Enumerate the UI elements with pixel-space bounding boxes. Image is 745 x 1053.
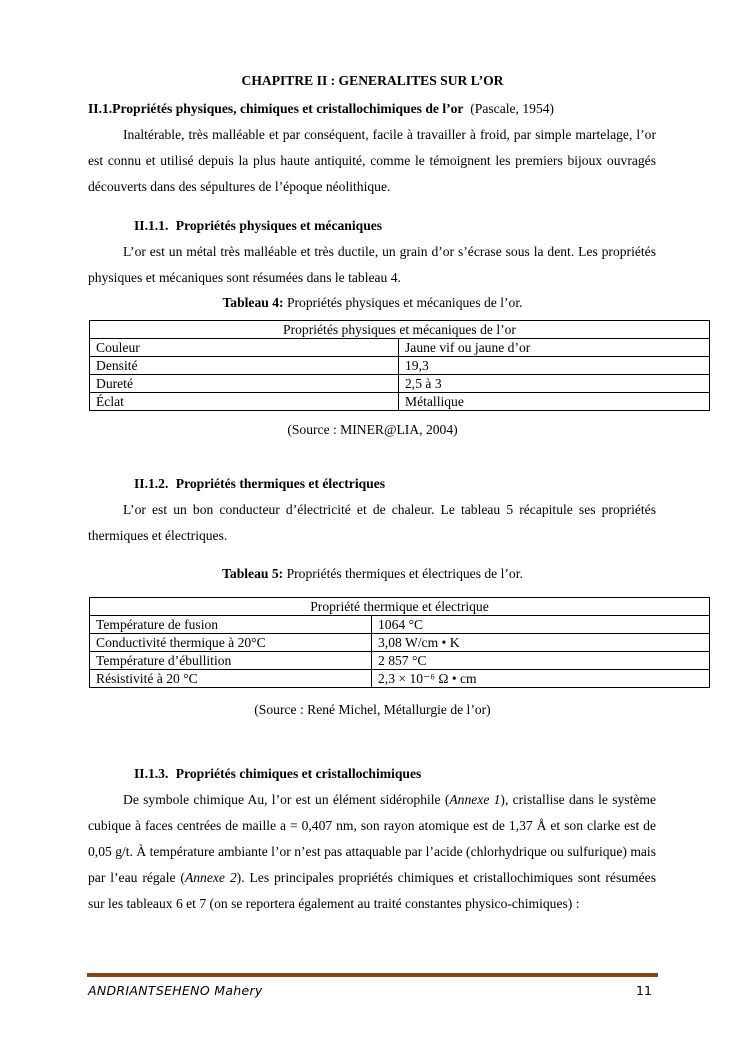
table-cell: Métallique bbox=[399, 393, 710, 411]
page-number: 11 bbox=[636, 983, 652, 998]
table-row bbox=[90, 616, 710, 634]
subsection-3-text-c: ). Les principales propriétés chimiques et cristallochimiques sont résumées sur les tableaux 6 et 7 (on se reportera également au traité constantes physico-chimiques) : bbox=[88, 870, 656, 911]
table-cell: Température d’ébullition bbox=[90, 652, 372, 670]
table-5-source: (Source : René Michel, Métallurgie de l’or) bbox=[254, 702, 491, 717]
table-row bbox=[90, 634, 710, 652]
table-cell: Résistivité à 20 °C bbox=[90, 670, 372, 688]
subsection-3-paragraph bbox=[88, 787, 656, 917]
table-4 bbox=[89, 320, 710, 411]
table-5-caption-text: Propriétés thermiques et électriques de l’or. bbox=[283, 566, 523, 581]
table-4-caption-label: Tableau 4: bbox=[222, 295, 284, 310]
table-4-source: (Source : MINER@LIA, 2004) bbox=[287, 422, 458, 437]
subsection-3-heading bbox=[134, 766, 421, 782]
subsection-1-number: II.1.1. bbox=[134, 218, 169, 233]
table-cell: Dureté bbox=[90, 375, 399, 393]
table-4-header: Propriétés physiques et mécaniques de l’or bbox=[90, 321, 710, 339]
subsection-2-text: L’or est un bon conducteur d’électricité et de chaleur. Le tableau 5 récapitule ses propriétés thermiques et électriques. bbox=[88, 502, 656, 543]
subsection-2-heading bbox=[134, 476, 385, 492]
table-cell: 19,3 bbox=[399, 357, 710, 375]
subsection-1-paragraph bbox=[88, 239, 656, 291]
table-row bbox=[90, 393, 710, 411]
chapter-title: CHAPITRE II : GENERALITES SUR L’OR bbox=[241, 73, 504, 88]
table-5 bbox=[89, 597, 710, 688]
section-reference: (Pascale, 1954) bbox=[470, 101, 555, 116]
table-cell: 3,08 W/cm • K bbox=[372, 634, 710, 652]
footer-author: ANDRIANTSEHENO Mahery bbox=[88, 983, 263, 998]
footer-divider bbox=[87, 973, 658, 977]
section-title-text: II.1.Propriétés physiques, chimiques et cristallochimiques de l’or bbox=[88, 101, 464, 116]
subsection-2-paragraph bbox=[88, 497, 656, 549]
table-cell: Conductivité thermique à 20°C bbox=[90, 634, 372, 652]
annex-2-reference: Annexe 2 bbox=[184, 870, 237, 885]
table-row bbox=[90, 321, 710, 339]
intro-text: Inaltérable, très malléable et par conséquent, facile à travailler à froid, par simple martelage, l’or est connu et utilisé depuis la plus haute antiquité, comme le témoignent les premiers bijoux ouvragés découverts dans des sépultures de l’époque néolithique. bbox=[88, 127, 656, 194]
table-cell: 1064 °C bbox=[372, 616, 710, 634]
table-row bbox=[90, 339, 710, 357]
table-4-caption-text: Propriétés physiques et mécaniques de l’or. bbox=[283, 295, 523, 310]
table-row bbox=[90, 375, 710, 393]
subsection-1-text: L’or est un métal très malléable et très ductile, un grain d’or s’écrase sous la dent. Les propriétés physiques et mécaniques sont résumées dans le tableau 4. bbox=[88, 244, 656, 285]
table-cell: Jaune vif ou jaune d’or bbox=[399, 339, 710, 357]
table-row bbox=[90, 357, 710, 375]
annex-1-reference: Annexe 1 bbox=[449, 792, 501, 807]
subsection-3-text-a: De symbole chimique Au, l’or est un élément sidérophile ( bbox=[123, 792, 450, 807]
subsection-2-number: II.1.2. bbox=[134, 476, 169, 491]
table-5-caption-label: Tableau 5: bbox=[222, 566, 284, 581]
table-cell: Éclat bbox=[90, 393, 399, 411]
table-row bbox=[90, 670, 710, 688]
table-row bbox=[90, 652, 710, 670]
table-cell: 2 857 °C bbox=[372, 652, 710, 670]
table-4-caption bbox=[0, 295, 745, 311]
table-5-header: Propriété thermique et électrique bbox=[90, 598, 710, 616]
subsection-2-title: Propriétés thermiques et électriques bbox=[175, 476, 386, 491]
subsection-3-text-b: ), cristallise dans le système cubique à faces centrées de maille a = 0,407 nm, son rayon atomique est de 1,37 Å et son clarke est de 0,05 g/t. À température ambiante l’or n’est pas attaquable par l’acide (chlorhydrique ou sulfurique) mais par l’eau régale ( bbox=[88, 792, 656, 885]
table-cell: 2,5 à 3 bbox=[399, 375, 710, 393]
table-cell: 2,3 × 10⁻⁶ Ω • cm bbox=[372, 670, 710, 688]
table-cell: Couleur bbox=[90, 339, 399, 357]
table-row bbox=[90, 598, 710, 616]
intro-paragraph bbox=[88, 122, 656, 200]
subsection-1-heading bbox=[134, 218, 382, 234]
section-title bbox=[88, 101, 554, 117]
table-5-caption bbox=[0, 566, 745, 582]
table-cell: Densité bbox=[90, 357, 399, 375]
subsection-1-title: Propriétés physiques et mécaniques bbox=[175, 218, 383, 233]
subsection-3-number: II.1.3. bbox=[134, 766, 169, 781]
table-cell: Température de fusion bbox=[90, 616, 372, 634]
subsection-3-title: Propriétés chimiques et cristallochimiques bbox=[175, 766, 422, 781]
